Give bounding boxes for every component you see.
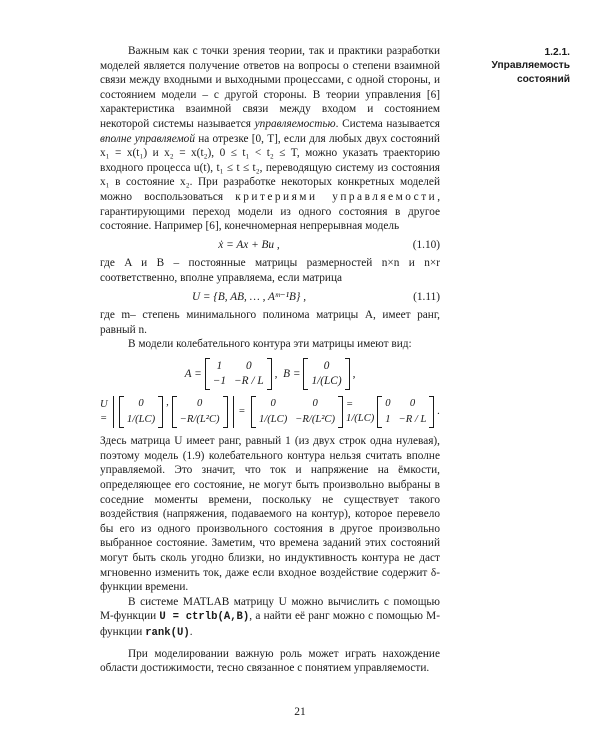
matrices-a-b: A = 1 0 −1 −R / L , B = 0 1/(LC) ,	[100, 358, 440, 390]
matrix-a-cell: −1	[212, 375, 227, 388]
section-title-line2: состояний	[517, 73, 570, 85]
matrix-a-label: A =	[184, 367, 202, 380]
paragraph-reachability: При моделировании важную роль может играть нахождение области достижимости, тесно связанное с понятием управляемости.	[100, 647, 440, 675]
paragraph-rank-condition: где m– степень минимального полинома матрицы A, имеет ранг, равный n.	[100, 309, 440, 336]
paragraph-matrices-dimensions: где A и B – постоянные матрицы размерностей n×n и n×r соответственно, вполне управляема, если матрица	[100, 257, 440, 284]
sidebar-heading	[452, 46, 570, 86]
section-number: 1.2.1.	[544, 47, 570, 58]
matrix-u-m2-cell: 0	[409, 398, 416, 410]
matrix-b-cell: 1/(LC)	[311, 375, 342, 388]
matrix-u-m2-cell: 1	[385, 413, 391, 425]
para1-text-1: Важным как с точки зрения теории, так и практики разработки моделей является получение ответов на вопросы о степени взаимной связи между входными и выходными процессами, с одной стороны, и состоянием модели – с другой стороны. В теории управления [6] характеристика взаимной связи между входом и состоянием некоторой системы называется	[100, 45, 440, 130]
paragraph-matlab	[100, 595, 440, 641]
paragraph-circuit-matrices: В модели колебательного контура эти матрицы имеют вид:	[128, 338, 412, 351]
matrix-u-expanded	[251, 396, 343, 428]
matrix-u-v2-cell: −R/(L²C)	[179, 413, 220, 425]
para6-text-2: , а найти её ранг можно с помощью M-функции	[100, 610, 440, 638]
matrix-u-v1-cell: 0	[138, 398, 144, 410]
para6-text-3: .	[189, 625, 193, 638]
matrix-u-m2-cell: 0	[385, 398, 391, 410]
paragraph-controllability-definition	[100, 44, 440, 234]
equation-1-11	[100, 290, 440, 305]
term-fully-controllable: вполне управляемой	[100, 132, 195, 145]
matrix-u-label: U =	[100, 398, 108, 425]
matrix-b	[303, 358, 349, 390]
para1-text-3: на отрезке [0, T], если для любых двух состояний x₁ = x(t₁) и x₂ = x(t₂), 0 ≤ t₁ < t₂ ≤ T, можно указать траекторию входного процесса u(t), t₁ ≤ t ≤ t₂, переводящую систему из состояния x₁ в состояние x₂. При разработке некоторых конкретных моделей можно воспользоваться	[100, 132, 440, 203]
equation-1-11-body: U = {B, AB, … , Aᵐ⁻¹B} ,	[191, 290, 307, 303]
matrix-b-cell: 0	[323, 359, 330, 372]
matrix-u-m1-cell: −R/(L²C)	[295, 413, 336, 425]
matrix-a-cell: 0	[245, 359, 252, 372]
equation-1-11-number: (1.11)	[413, 290, 440, 303]
para6-text-1: В системе MATLAB матрицу U можно вычислить с помощью M-функции	[100, 595, 440, 623]
matrix-a-cell: −R / L	[234, 375, 264, 388]
matrix-u-factored	[377, 396, 434, 428]
matrix-u-v2-cell: 0	[197, 398, 203, 410]
para1-text-4: , гарантирующими переход модели из одного состояния в другое состояние. Например [6], конечномерная непрерывная модель	[100, 190, 441, 233]
matrix-b-label: B =	[283, 367, 301, 380]
matrix-u-expression: U = 0 1/(LC) , 0 −R/(L²C) = 0 0 1/(LC) −R/(L²C) = 1/(LC) 0 0 1 −R / L .	[100, 396, 440, 428]
matrix-u-v1-cell: 1/(LC)	[126, 413, 156, 425]
matrix-a-cell: 1	[216, 359, 223, 372]
matrix-a	[205, 358, 272, 390]
equation-1-10-number: (1.10)	[412, 238, 440, 251]
main-text	[100, 44, 440, 676]
matrix-u-m1-cell: 1/(LC)	[259, 413, 288, 425]
matrix-u-braces: 0 1/(LC) , 0 −R/(L²C)	[113, 396, 234, 428]
equation-1-10	[100, 238, 440, 253]
matrix-u-m1-cell: 0	[312, 398, 318, 410]
equation-1-10-body: ẋ = Ax + Bu ,	[218, 238, 280, 251]
matrix-u-m2-cell: −R / L	[398, 413, 427, 425]
matrix-u-factor: = 1/(LC)	[346, 398, 375, 425]
matrix-u-vector-1	[119, 396, 163, 428]
paragraph-rank-explanation: Здесь матрица U имеет ранг, равный 1 (из двух строк одна нулевая), поэтому модель (1.9) колебательного контура нельзя считать вполне управляемой. Это значит, что ток и напряжение на ёмкости, определяющее его состояние, не могут быть произвольно выбраны в соседние моменты времени, поскольку не существует такого воздействия (напряжения, подаваемого на контур), которое перевело бы его из одного произвольного состояния в другое произвольно выбранное состояние. Заметим, что времена заданий этих состояний могут быть сколь угодно близки, но индуктивность контура не даст мгновенно изменить ток, даже если входное воздействие содержит δ-функции времени.	[100, 435, 440, 594]
matrix-u-m1-cell: 0	[270, 398, 276, 410]
page-number: 21	[294, 706, 306, 718]
para1-text-2: . Система называется	[335, 117, 440, 130]
term-controllability: управляемостью	[254, 117, 336, 130]
section-title-line1: Управляемость	[491, 60, 570, 72]
matlab-code-rank: rank(U)	[145, 626, 190, 639]
term-controllability-criteria: критериями управляемости	[235, 190, 438, 203]
matlab-code-ctrlb: U = ctrlb(A,B)	[159, 611, 250, 624]
matrix-u-vector-2	[172, 396, 228, 428]
